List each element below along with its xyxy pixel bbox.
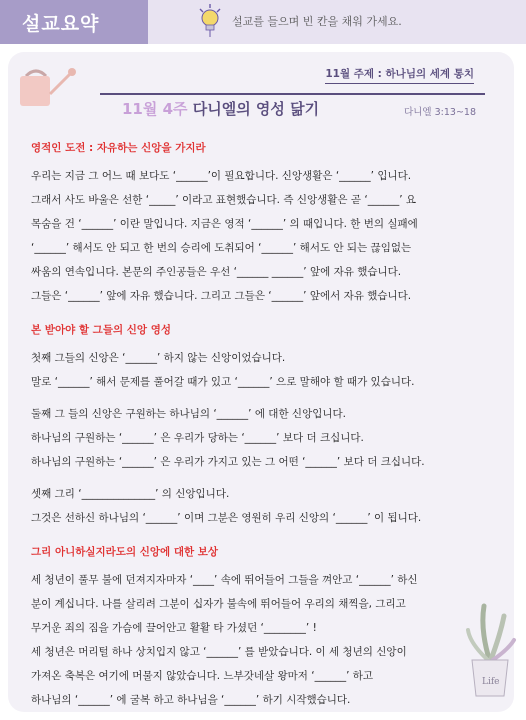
fill-line: 그들은 ‘______’ 앞에 자유 했습니다. 그리고 그들은 ‘______’ 앞에서 자유 했습니다. [31, 290, 412, 302]
lightbulb-icon [196, 3, 224, 39]
page-title [122, 98, 319, 119]
potted-plant-icon [460, 600, 520, 700]
fill-line: 셋째 그리 ‘______________’ 의 신앙입니다. [31, 488, 230, 500]
fill-line: 하나님의 구원하는 ‘______’ 은 우리가 당하는 ‘______’ 보다 더 크십니다. [31, 432, 364, 444]
fill-line: 첫째 그들의 신앙은 ‘______’ 하지 않는 신앙이었습니다. [31, 352, 286, 364]
fill-line: 무거운 죄의 짐을 가슴에 끌어안고 활활 타 가셨던 ‘________’ ! [31, 622, 317, 634]
monthly-topic: 11월 주제 : 하나님의 세계 통치 [325, 66, 474, 84]
header-tab-label: 설교요약 [22, 12, 100, 35]
fill-line: 목숨을 건 ‘______’ 이란 말입니다. 지금은 영적 ‘______’ 의 때입니다. 한 번의 실패에 [31, 218, 418, 230]
title-week: 11월 4주 [122, 100, 188, 118]
pot-label: Life [482, 677, 500, 687]
fill-line: 분이 계십니다. 나를 살리려 그분이 십자가 불속에 뛰어들어 우리의 채찍을, 그리고 [31, 598, 406, 610]
fill-line: 우리는 지금 그 어느 때 보다도 ‘______’이 필요합니다. 신앙생활은 ‘______’ 입니다. [31, 170, 412, 182]
fill-line: 둘째 그 들의 신앙은 구원하는 하나님의 ‘______’ 에 대한 신앙입니다. [31, 408, 346, 420]
fill-line: 그것은 선하신 하나님의 ‘______’ 이며 그분은 영원히 우리 신앙의 ‘______’ 이 됩니다. [31, 512, 422, 524]
fill-line: 세 청년이 풀무 불에 던져지자마자 ‘____’ 속에 뛰어들어 그들을 껴안고 ‘______’ 하신 [31, 574, 418, 586]
fill-line: ‘______’ 해서도 안 되고 한 번의 승리에 도취되어 ‘______’ 해서도 안 되는 끊임없는 [31, 242, 412, 254]
section-heading: 그리 아니하실지라도의 신앙에 대한 보상 [31, 546, 219, 558]
fill-line: 가져온 축복은 여기에 머물지 않았습니다. 느부갓네살 왕마저 ‘______’ 하고 [31, 670, 374, 682]
fill-line: 하나님의 구원하는 ‘______’ 은 우리가 가지고 있는 그 어떤 ‘______’ 보다 더 크십니다. [31, 456, 425, 468]
sermon-content [31, 140, 501, 712]
fill-line: 그래서 사도 바울은 선한 ‘_____’ 이라고 표현했습니다. 즉 신앙생활은 곧 ‘______’ 요 [31, 194, 417, 206]
watering-can-icon [4, 64, 78, 108]
fill-line: 세 청년은 머리털 하나 상치입지 않고 ‘______’ 를 받았습니다. 이 세 청년의 신앙이 [31, 646, 407, 658]
section-heading: 본 받아야 할 그들의 신앙 영성 [31, 324, 171, 336]
fill-line: 싸움의 연속입니다. 본문의 주인공들은 우선 ‘______ ______’ 앞에 자유 했습니다. [31, 266, 402, 278]
header-tab [0, 0, 148, 44]
scripture-reference: 다니엘 3:13~18 [404, 107, 476, 118]
fill-line: 하나님의 ‘______’ 에 굴복 하고 하나님을 ‘______’ 하기 시작했습니다. [31, 694, 351, 706]
title-main: 다니엘의 영성 닮기 [192, 100, 320, 118]
fill-line: 말로 ‘______’ 해서 문제를 풀어갈 때가 있고 ‘______’ 으로 말해야 할 때가 있습니다. [31, 376, 415, 388]
header-instruction: 설교를 들으며 빈 칸을 채워 가세요. [232, 15, 402, 28]
title-divider [100, 93, 485, 95]
section-heading: 영적인 도전 : 자유하는 신앙을 가지라 [31, 142, 206, 154]
